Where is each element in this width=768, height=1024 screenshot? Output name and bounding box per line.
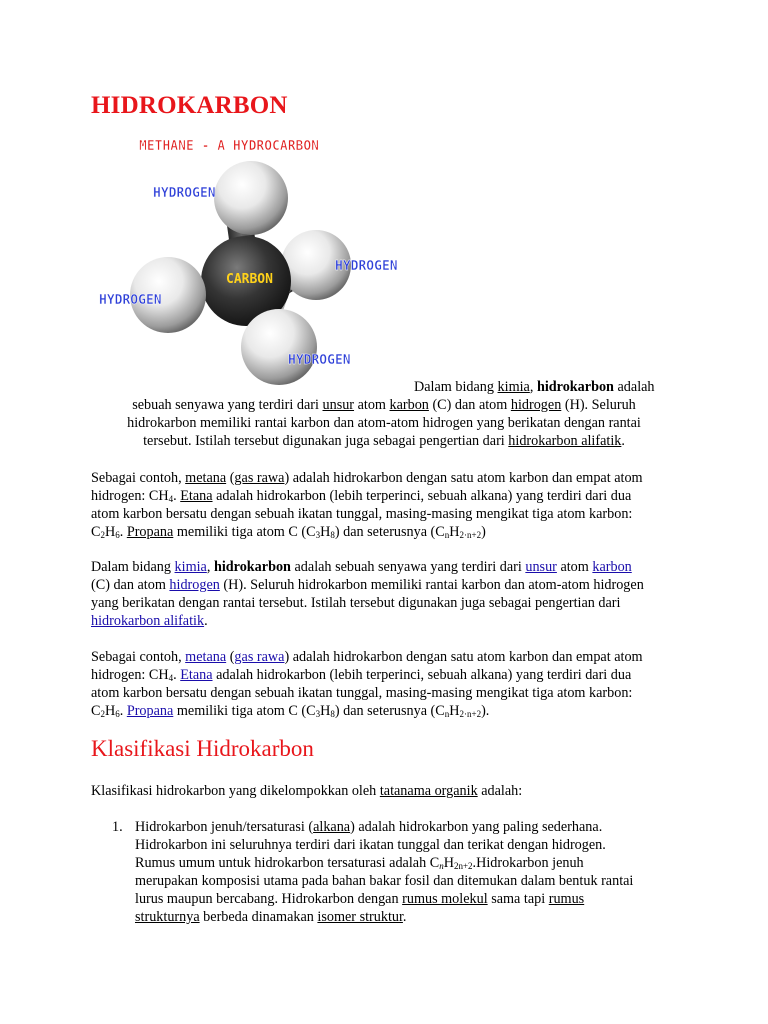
link-unsur[interactable]: unsur <box>322 397 355 413</box>
figure-caption: METHANE - A HYDROCARBON <box>139 139 320 154</box>
link-karbon[interactable]: karbon <box>389 397 429 413</box>
label-hydrogen-right: HYDROGEN <box>335 259 398 274</box>
link-tatanama-organik[interactable]: tatanama organik <box>379 783 478 799</box>
link-hidrogen-2[interactable]: hidrogen <box>169 577 220 593</box>
link-rumus[interactable]: rumus <box>548 891 585 907</box>
link-hidrokarbon-alifatik[interactable]: hidrokarbon alifatik <box>508 433 622 449</box>
link-propana-2[interactable]: Propana <box>126 703 174 719</box>
link-alkana[interactable]: alkana <box>313 819 351 835</box>
link-rumus-molekul[interactable]: rumus molekul <box>402 891 488 907</box>
page-title: HIDROKARBON <box>91 92 288 119</box>
hydrogen-atom-bottom <box>241 309 317 385</box>
link-gas-rawa-2[interactable]: gas rawa <box>234 649 285 665</box>
label-hydrogen-left: HYDROGEN <box>99 293 162 308</box>
link-unsur-2[interactable]: unsur <box>525 559 557 575</box>
link-gas-rawa[interactable]: gas rawa <box>234 470 285 486</box>
link-kimia[interactable]: kimia <box>497 379 530 395</box>
link-strukturnya[interactable]: strukturnya <box>135 909 200 925</box>
link-etana[interactable]: Etana <box>180 488 213 504</box>
list-number: 1. <box>112 819 123 835</box>
link-hidrokarbon-alifatik-2[interactable]: hidrokarbon alifatik <box>91 613 205 629</box>
link-propana[interactable]: Propana <box>126 524 174 540</box>
link-hidrogen[interactable]: hidrogen <box>510 397 562 413</box>
hydrogen-atom-top <box>214 161 288 235</box>
label-carbon: CARBON <box>226 272 273 287</box>
label-hydrogen-top: HYDROGEN <box>153 186 216 201</box>
section-title-klasifikasi: Klasifikasi Hidrokarbon <box>91 736 314 761</box>
link-metana[interactable]: metana <box>185 470 227 486</box>
link-etana-2[interactable]: Etana <box>180 667 213 683</box>
link-isomer-struktur[interactable]: isomer struktur <box>317 909 403 925</box>
list-item-text: Hidrokarbon jenuh/tersaturasi (alkana) adalah hidrokarbon yang paling sederhana. Hidrokarbon ini seluruhnya terdiri dari ikatan tunggal dan terikat dengan hidrogen. Rumus umum untuk hidrokarbon tersaturasi adalah $C_nH_{2n+2}.Hidrokarbon$ jenuh merupakan komposisi utama pada bahan bakar fosil dan ditemukan dalam bentuk rantai lurus maupun bercabang. Hidrokarbon dengan rumus molekul sama tapi rumus strukturnya berbeda dinamakan isomer struktur. <box>135 819 634 925</box>
link-kimia-2[interactable]: kimia <box>174 559 207 575</box>
section-intro: Klasifikasi hidrokarbon yang dikelompokkan oleh tatanama organik adalah: <box>91 783 523 799</box>
label-hydrogen-bottom: HYDROGEN <box>288 353 351 368</box>
link-metana-2[interactable]: metana <box>185 649 227 665</box>
link-karbon-2[interactable]: karbon <box>592 559 632 575</box>
methane-figure <box>91 133 417 395</box>
